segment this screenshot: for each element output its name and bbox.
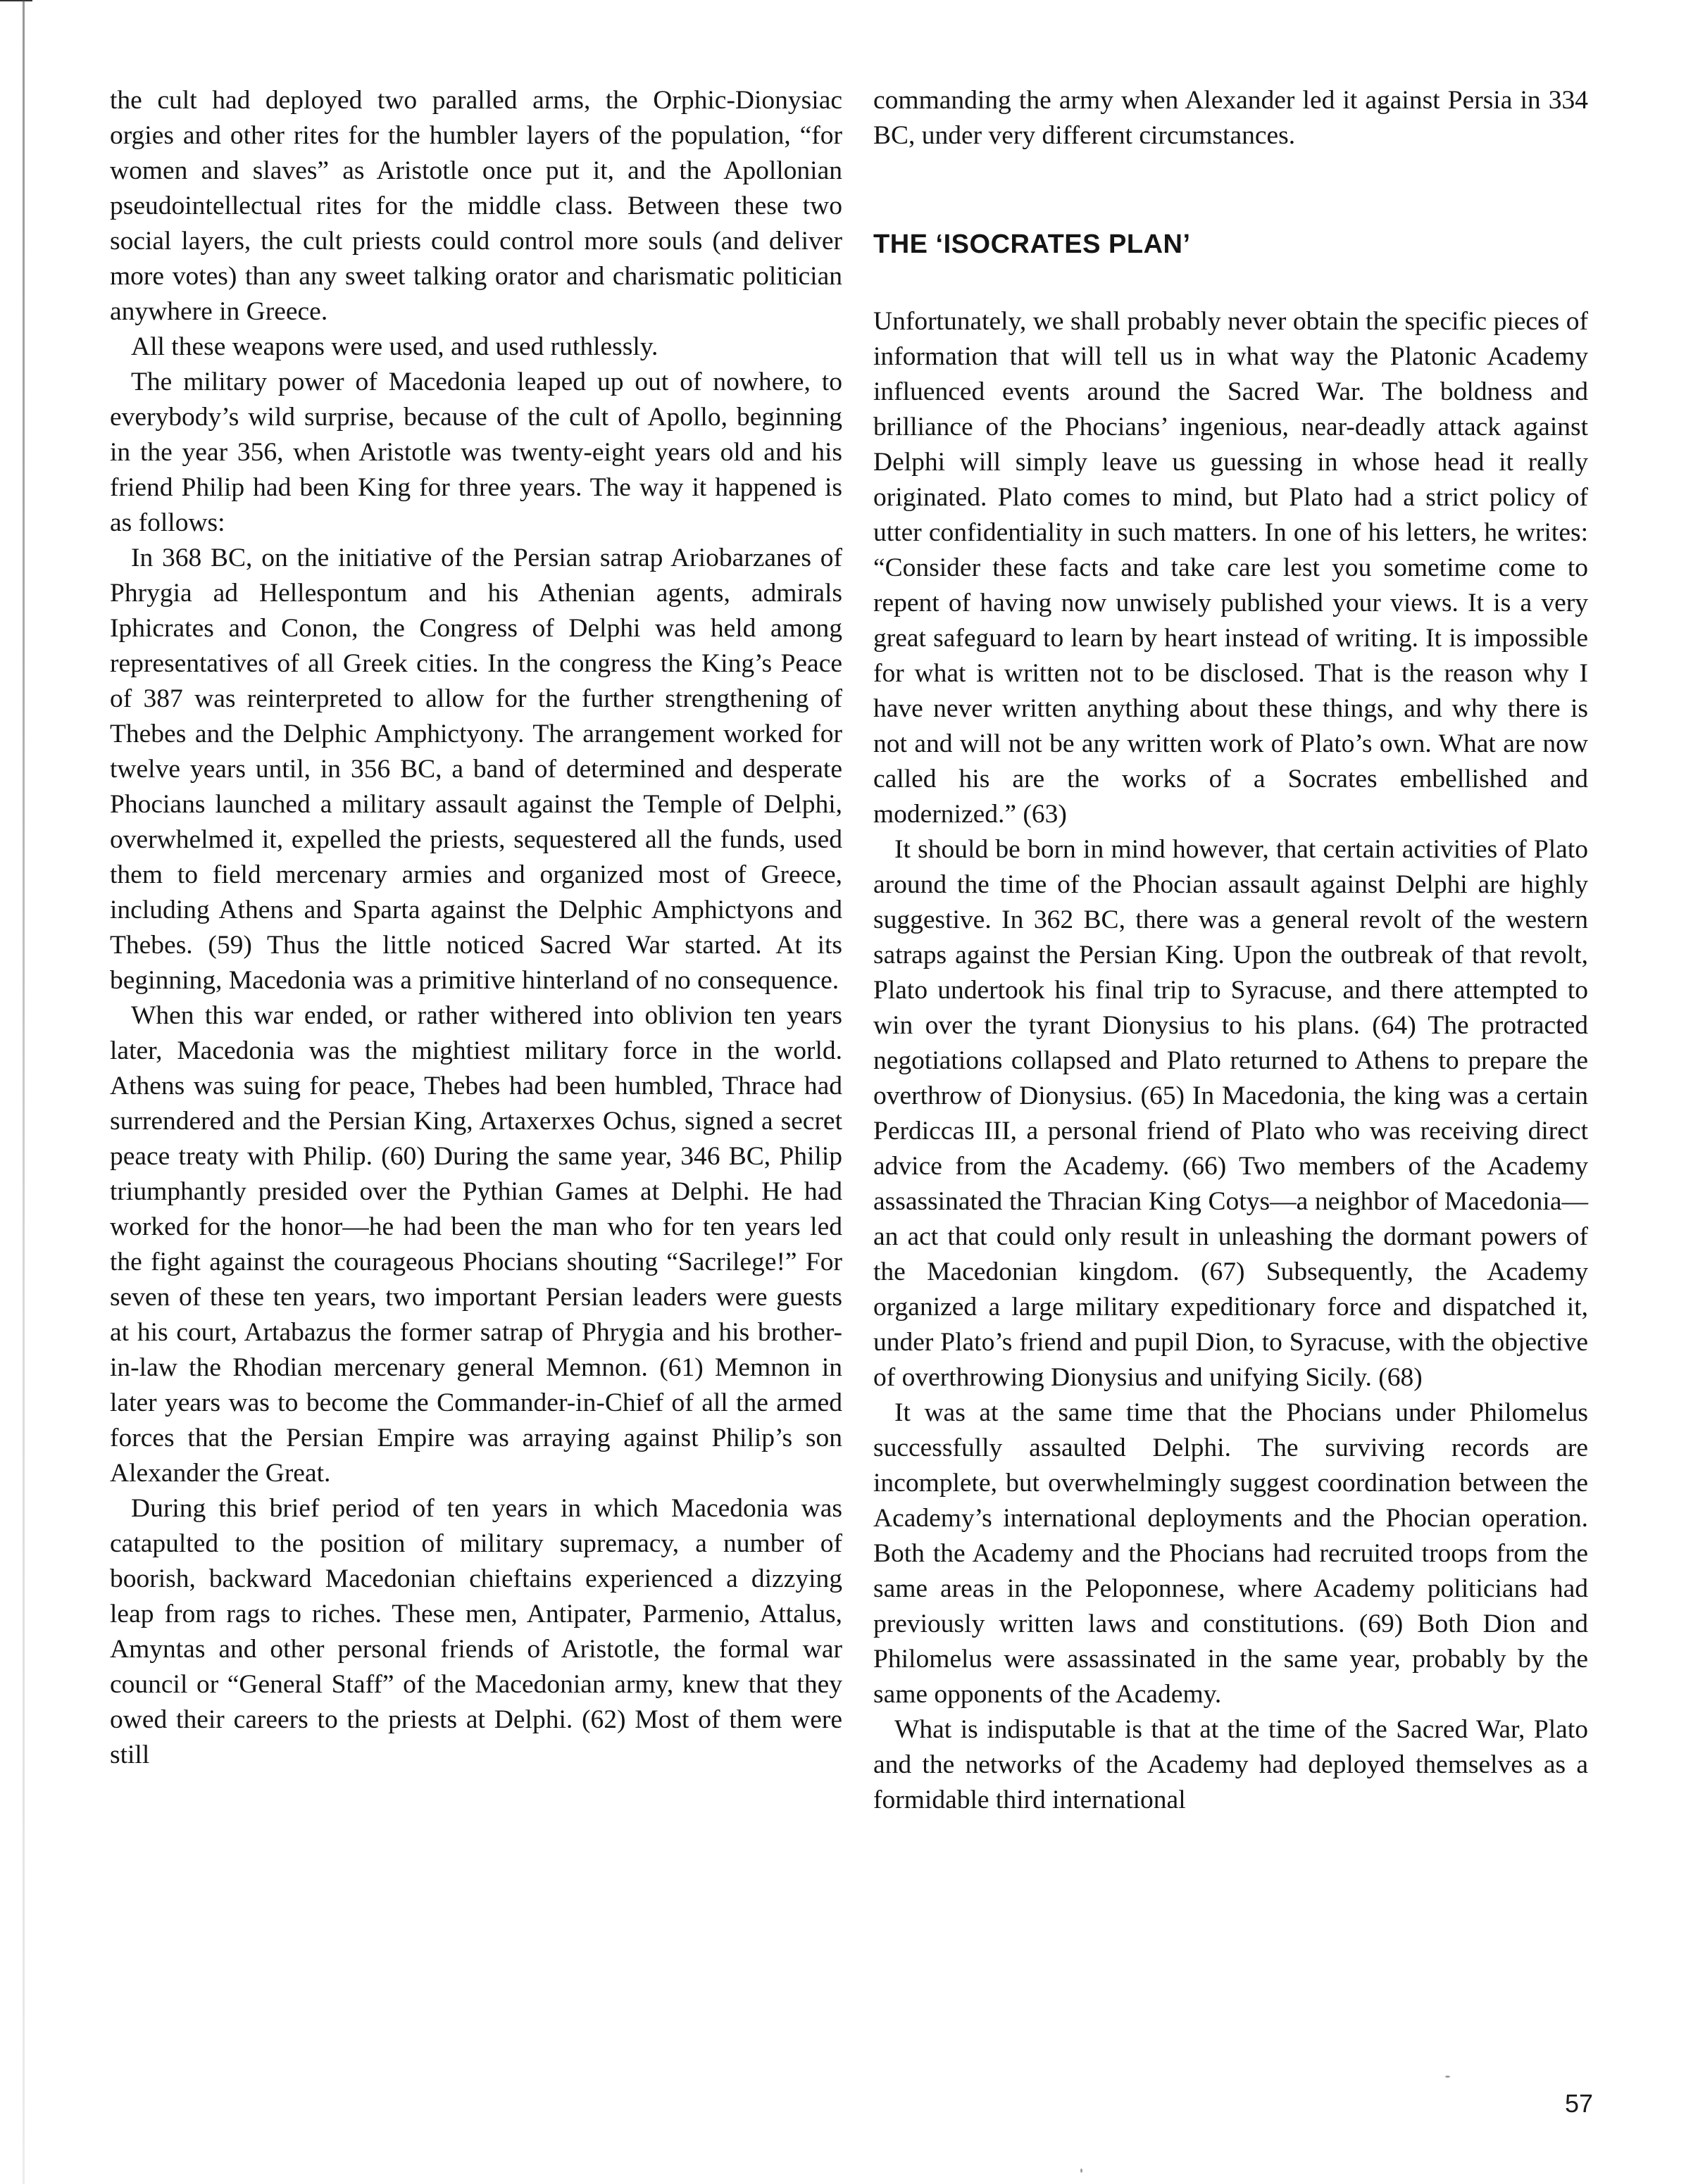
right-paragraph-4: What is indisputable is that at the time of the Sacred War, Plato and the networks of the Academy had deployed themselves as a formidable third international xyxy=(873,1715,1588,1814)
binding-edge-line xyxy=(23,0,25,2184)
scan-speck xyxy=(1080,2169,1082,2173)
left-paragraph-5: When this war ended, or rather withered into oblivion ten years later, Macedonia was the mightiest military force in the world. Athens was suing for peace, Thebes had been humbled, Thrace had surrendered and the Persian King, Artaxerxes Ochus, signed a secret peace treaty with Philip. (60) During the same year, 346 BC, Philip triumphantly presided over the Pythian Games at Delphi. He had worked for the honor—he had been the man who for ten years led the fight against the courageous Phocians shouting “Sacrilege!” For seven of these ten years, two important Persian leaders were guests at his court, Artabazus the former satrap of Phrygia and his brother-in-law the Rhodian mercenary general Memnon. (61) Memnon in later years was to become the Commander-in-Chief of all the armed forces that the Persian Empire was arraying against Philip’s son Alexander the Great. xyxy=(110,1001,842,1488)
right-paragraph-2: It should be born in mind however, that certain activities of Plato around the time of the Phocian assault against Delphi are highly suggestive. In 362 BC, there was a general revolt of the western satraps against the Persian King. Upon the outbreak of that revolt, Plato undertook his final trip to Syracuse, and there attempted to win over the tyrant Dionysius to his plans. (64) The protracted negotiations collapsed and Plato returned to Athens to prepare the overthrow of Dionysius. (65) In Macedonia, the king was a certain Perdiccas III, a personal friend of Plato who was receiving direct advice from the Academy. (66) Two members of the Academy assassinated the Thracian King Cotys—a neighbor of Macedonia—an act that could only result in unleashing the dormant powers of the Macedonian kingdom. (67) Subsequently, the Academy organized a large military expeditionary force and dispatched it, under Plato’s friend and pupil Dion, to Syracuse, with the objective of overthrowing Dionysius and unifying Sicily. (68) xyxy=(873,835,1588,1392)
left-paragraph-3: The military power of Macedonia leaped up out of nowhere, to everybody’s wild surprise, because of the cult of Apollo, beginning in the year 356, when Aristotle was twenty-eight years old and his friend Philip had been King for three years. The way it happened is as follows: xyxy=(110,368,842,537)
right-paragraph-3: It was at the same time that the Phocians under Philomelus successfully assaulted Delphi. The surviving records are incomplete, but overwhelmingly suggest coordination between the Academy’s international deployments and the Phocian operation. Both the Academy and the Phocians had recruited troops from the same areas in the Peloponnese, where Academy politicians had previously written laws and constitutions. (69) Both Dion and Philomelus were assassinated in the same year, probably by the same opponents of the Academy. xyxy=(873,1398,1588,1709)
left-paragraph-4: In 368 BC, on the initiative of the Persian satrap Ariobarzanes of Phrygia ad Hellespontum and his Athenian agents, admirals Iphicrates and Conon, the Congress of Delphi was held among representatives of all Greek cities. In the congress the King’s Peace of 387 was reinterpreted to allow for the further strengthening of Thebes and the Delphic Amphictyony. The arrangement worked for twelve years until, in 356 BC, a band of determined and desperate Phocians launched a military assault against the Temple of Delphi, overwhelmed it, expelled the priests, sequestered all the funds, used them to field mercenary armies and organized most of Greece, including Athens and Sparta against the Delphic Amphictyons and Thebes. (59) Thus the little noticed Sacred War started. At its beginning, Macedonia was a primitive hinterland of no consequence. xyxy=(110,544,842,995)
scan-speck xyxy=(1445,2076,1450,2078)
right-intro-paragraph: commanding the army when Alexander led it against Persia in 334 BC, under very different circumstances. xyxy=(873,86,1588,150)
right-paragraph-1: Unfortunately, we shall probably never obtain the specific pieces of information that will tell us in what way the Platonic Academy influenced events around the Sacred War. The boldness and brilliance of the Phocians’ ingenious, near-deadly attack against Delphi will simply leave us guessing in whose head it really originated. Plato comes to mind, but Plato had a strict policy of utter confidentiality in such matters. In one of his letters, he writes: “Consider these facts and take care lest you sometime come to repent of having now unwisely published your views. It is a very great safeguard to learn by heart instead of writing. It is impossible for what is written not to be disclosed. That is the reason why I have never written anything about these things, and why there is not and will not be any written work of Plato’s own. What are now called his are the works of a Socrates embellished and modernized.” (63) xyxy=(873,307,1588,829)
right-text-column xyxy=(873,83,1588,1818)
left-paragraph-2: All these weapons were used, and used ruthlessly. xyxy=(131,332,658,361)
page-number: 57 xyxy=(1565,2089,1594,2118)
left-paragraph-1: the cult had deployed two paralled arms, the Orphic-Dionysiac orgies and other rites for the humbler layers of the population, “for women and slaves” as Aristotle once put it, and the Apollonian pseudointellectual rites for the middle class. Between these two social layers, the cult priests could control more souls (and deliver more votes) than any sweet talking orator and charismatic politician anywhere in Greece. xyxy=(110,86,842,326)
left-paragraph-6: During this brief period of ten years in which Macedonia was catapulted to the position of military supremacy, a number of boorish, backward Macedonian chieftains experienced a dizzying leap from rags to riches. These men, Antipater, Parmenio, Attalus, Amyntas and other personal friends of Aristotle, the formal war council or “General Staff” of the Macedonian army, knew that they owed their careers to the priests at Delphi. (62) Most of them were still xyxy=(110,1494,842,1769)
left-text-column xyxy=(110,83,842,1773)
section-heading: THE ‘ISOCRATES PLAN’ xyxy=(873,230,1191,259)
scan-corner-mark xyxy=(0,0,32,1)
